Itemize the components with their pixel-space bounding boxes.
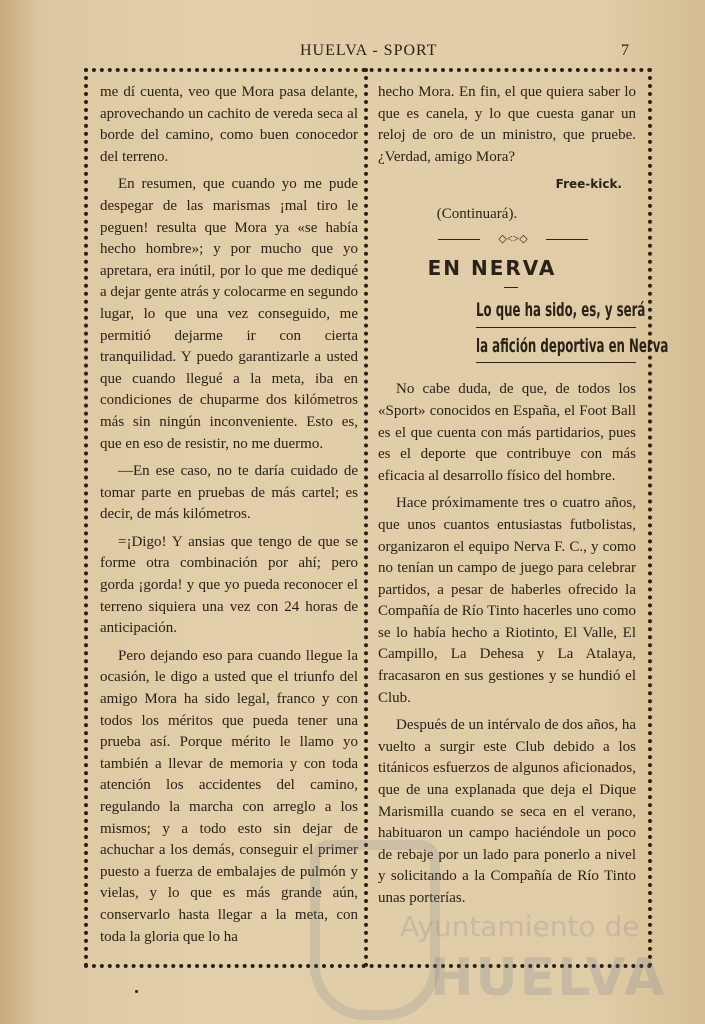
left-paragraph: —En ese caso, no te daría cuidado de tomar parte en pruebas de más cartel; es decir, de más kilómetros. [100, 463, 358, 523]
left-paragraph: En resumen, que cuando yo me pude despegar de las marismas ¡mal tiro le peguen! resulta que Mora ya «se había hecho hombre»; y por mucho que yo apretara, era inútil, por lo que me dediqué a dejar gente atrás y colocarme en segundo lugar, lo que una vez conseguido, me permitió dejarme ir con cierta tranquilidad. Y puedo garantizarle a usted que cuando llegué a la meta, iba en condiciones de chuparme dos kilómetros más sin ningún inconveniente. Esto es, que en eso de resistir, no me duermo. [100, 176, 358, 452]
author-signature: Free-kick. [555, 177, 622, 192]
archive-watermark [300, 830, 667, 1020]
publication-title: HUELVA - SPORT [300, 42, 438, 59]
ornament-divider [438, 232, 588, 248]
watermark-line1: Ayuntamiento de [400, 910, 640, 943]
ornament-diamond-icon: ◇<>◇ [498, 232, 528, 245]
left-paragraph: =¡Digo! Y ansias que tengo de que se forme otra combinación por ahí; pero gorda ¡gorda! y que yo pueda reconocer el terreno siquiera una vez con 24 horas de anticipación. [100, 533, 358, 637]
page-number: 7 [621, 42, 629, 59]
left-paragraph: me dí cuenta, veo que Mora pasa delante, aprovechando un cachito de vereda seca al borde del camino, como buen conocedor del terreno. [100, 84, 358, 165]
page-header [0, 42, 705, 62]
article-headline-line2: la afición deportiva en Nerva [476, 336, 636, 364]
right-paragraph: Después de un intérvalo de dos años, ha vuelto a surgir este Club debido a los titánicos esfuerzos de algunos aficionados, que de una explanada que deja el Dique Marismilla cuando se seca en el verano, habituaron un campo haciéndole un poco de rebaje por un lado para ponerlo a nivel y solicitando a la Compañía de Río Tinto unas porterías. [378, 717, 636, 906]
right-column [378, 82, 669, 916]
ornament-line [546, 239, 588, 240]
ornament-line [438, 239, 480, 240]
continuation-text: hecho Mora. En fin, el que quiera saber lo que es canela, y lo que cuesta ganar un reloj de oro de un ministro, que pruebe. ¿Verdad, amigo Mora? [378, 84, 636, 165]
to-be-continued: (Continuará). [436, 205, 518, 222]
title-dash [504, 287, 518, 288]
right-paragraph: Hace próximamente tres o cuatro años, que unos cuantos entusiastas futbolistas, organizaron el equipo Nerva F. C., y como no tenían un campo de juego para celebrar partidos, a pesar de haberles ofrecido la Compañía de Río Tinto hacerles uno como se lo había hecho a Riotinto, El Valle, El Campillo, La Dehesa y La Atalaya, fracasaron en sus gestiones y se hundió el Club. [378, 495, 636, 706]
right-paragraph: No cabe duda, de que, de todos los «Sport» conocidos en España, el Foot Ball es el que cuenta con más partidarios, pues es el deporte que contribuye con más eficacia al desarrollo físico del hombre. [378, 381, 636, 484]
section-title: EN NERVA [427, 255, 557, 280]
watermark-line2: HUELVA [430, 948, 667, 1008]
left-column [100, 82, 358, 954]
ink-dot [135, 990, 138, 993]
article-headline-line1: Lo que ha sido, es, y será [476, 300, 636, 328]
left-paragraph: Pero dejando eso para cuando llegue la ocasión, le digo a usted que el triunfo del amigo Mora ha sido legal, franco y con todos los méritos que pueda tener una prueba así. Porque mérito le llamo yo también a llevar de memoria y con toda atención los accidentes del camino, regulando la marcha con arreglo a los mismos; y a todo esto sin dejar de achuchar a los demás, conseguir el primer puesto a fuerza de embalajes de pulmón y vielas, y lo que es más grande aún, conservarlo hasta llegar a la meta, con toda la gloria que lo ha [100, 647, 358, 945]
